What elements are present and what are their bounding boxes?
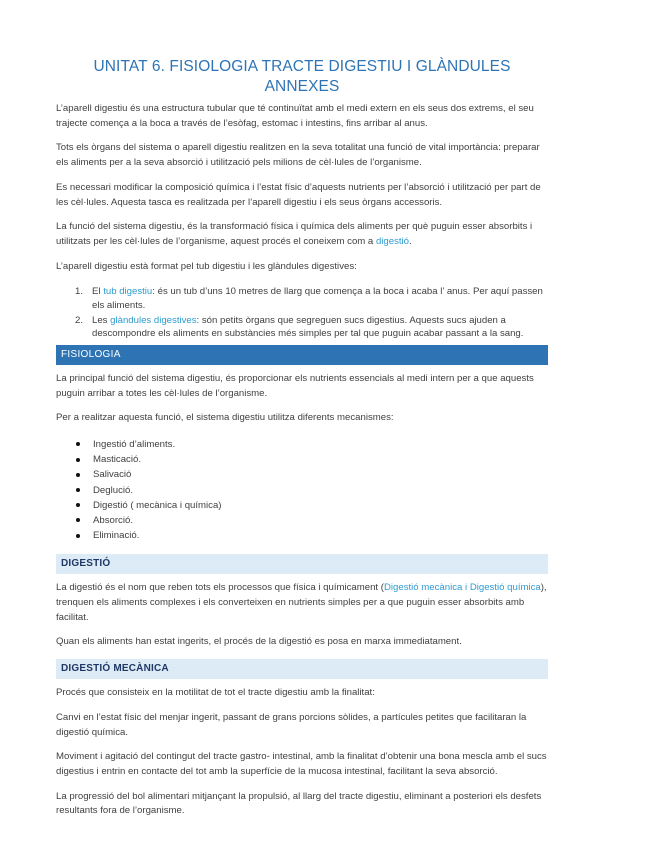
digestio-link[interactable]: digestió — [375, 235, 410, 247]
list-number: 2. — [75, 314, 84, 326]
digestio-p1-text-after: ), trenquen els aliments complexes i els converteixen en nutrients simples per a que puguin esser absorbits amb facilitat. — [56, 582, 547, 623]
list-item-prefix: Les — [92, 314, 111, 326]
list-item-text: Masticació. — [93, 454, 141, 466]
list-item — [56, 513, 548, 528]
digestio-mecanica-quimica-link[interactable]: Digestió mecànica i Digestió química — [383, 582, 541, 594]
mecanica-paragraph-3: Moviment i agitació del contingut del tracte gastro- intestinal, amb la finalitat d’obtenir una bona mescla amb el sucs digestius i entrin en contacte del tot amb la superfície de la mucosa intestinal, facilitant la seva absorció. — [56, 751, 547, 777]
bullet-icon — [76, 534, 80, 538]
bullet-icon — [76, 503, 80, 507]
list-item-prefix: El — [92, 286, 104, 298]
intro-paragraph-3: Es necessari modificar la composició química i l’estat físic d’aquests nutrients per l’absorció i utilització per part de les cèl·lules. Aquesta tasca es realitzada per l’aparell digestiu i els seus òrgans accessoris. — [56, 181, 541, 208]
fisiologia-paragraph-1: La principal funció del sistema digestiu, és proporcionar els nutrients essencials al medi intern per a que aquests puguin arribar a totes les cèl·lules de l’organisme. — [56, 372, 534, 399]
section-heading-fisiologia: FISIOLOGIA — [56, 345, 548, 365]
list-item-text: : són petits òrgans que segreguen sucs digestius. Aquests sucs ajuden a descompondre els aliments en substàncies més simples per tal que puguin acabar passant a la sang. — [92, 314, 524, 340]
list-item — [56, 452, 548, 467]
list-item — [56, 498, 548, 513]
list-item — [56, 437, 548, 452]
intro-paragraph-4 — [56, 220, 548, 249]
tub-digestiu-link[interactable]: tub digestiu — [103, 286, 153, 298]
intro-paragraph-1: L’aparell digestiu és una estructura tubular que té continuïtat amb el medi extern en els seus dos extrems, el seu trajecte comença a la boca a través de l’esòfag, estomac i intestins, fins arribar al anus. — [56, 103, 534, 129]
mecanica-paragraph-4: La progressió del bol alimentari mitjançant la propulsió, al llarg del tracte digestiu, eliminant a posteriori els desfets resultants fora de l’organisme. — [56, 790, 542, 817]
list-item — [56, 483, 548, 498]
list-item — [56, 314, 548, 341]
mecanica-paragraph-1: Procés que consisteix en la motilitat de tot el tracte digestiu amb la finalitat: — [56, 687, 375, 699]
intro-p4-text-before: La funció del sistema digestiu, és la transformació física i química dels aliments per què puguin esser absorbits i utilitzats per les cèl·lules de l’organisme, aquest procés el coneixem com a — [56, 221, 533, 247]
bullet-icon — [76, 518, 80, 522]
mechanisms-list — [56, 437, 548, 543]
numbered-list — [56, 285, 548, 341]
page-title: UNITAT 6. FISIOLOGIA TRACTE DIGESTIU I GLÀNDULES ANNEXES — [93, 58, 511, 95]
list-item — [56, 285, 548, 312]
glandules-digestives-link[interactable]: glàndules digestives — [110, 314, 197, 326]
bullet-icon — [76, 488, 80, 492]
mecanica-paragraph-2: Canvi en l’estat físic del menjar ingerit, passant de grans porcions sòlides, a partícules petites que facilitaran la digestió química. — [56, 711, 527, 738]
bullet-icon — [76, 473, 80, 477]
intro-p4-text-after: . — [409, 235, 412, 247]
digestio-paragraph-1 — [56, 581, 548, 625]
section-heading-digestio: DIGESTIÓ — [56, 554, 548, 574]
list-item — [56, 467, 548, 482]
digestio-paragraph-2: Quan els aliments han estat ingerits, el procés de la digestió es posa en marxa immediatament. — [56, 636, 462, 648]
list-item-text: : és un tub d’uns 10 metres de llarg que comença a la boca i acaba l’ anus. Per aquí passen els aliments. — [92, 286, 543, 311]
list-item-text: Absorció. — [93, 514, 133, 526]
bullet-icon — [76, 458, 80, 462]
list-item-text: Eliminació. — [93, 530, 140, 542]
intro-paragraph-5: L’aparell digestiu està format pel tub digestiu i les glàndules digestives: — [56, 260, 357, 272]
list-number: 1. — [75, 286, 84, 298]
list-item-text: Salivació — [93, 469, 132, 481]
list-item — [56, 528, 548, 543]
document-page — [56, 0, 548, 819]
fisiologia-paragraph-2: Per a realitzar aquesta funció, el sistema digestiu utilitza diferents mecanismes: — [56, 412, 394, 424]
intro-paragraph-2: Tots els òrgans del sistema o aparell digestiu realitzen en la seva totalitat una funció de vital importància: preparar els aliments per a la seva absorció i utilització pels milions de cèl·lules de l’organisme. — [56, 142, 540, 169]
digestio-p1-text-before: La digestió és el nom que reben tots els processos que física i químicament ( — [56, 582, 384, 594]
list-item-text: Deglució. — [93, 484, 133, 496]
section-heading-digestio-mecanica: DIGESTIÓ MECÀNICA — [56, 659, 548, 679]
list-item-text: Digestió ( mecànica i química) — [93, 499, 222, 511]
bullet-icon — [76, 442, 80, 446]
list-item-text: Ingestió d’aliments. — [93, 438, 176, 450]
